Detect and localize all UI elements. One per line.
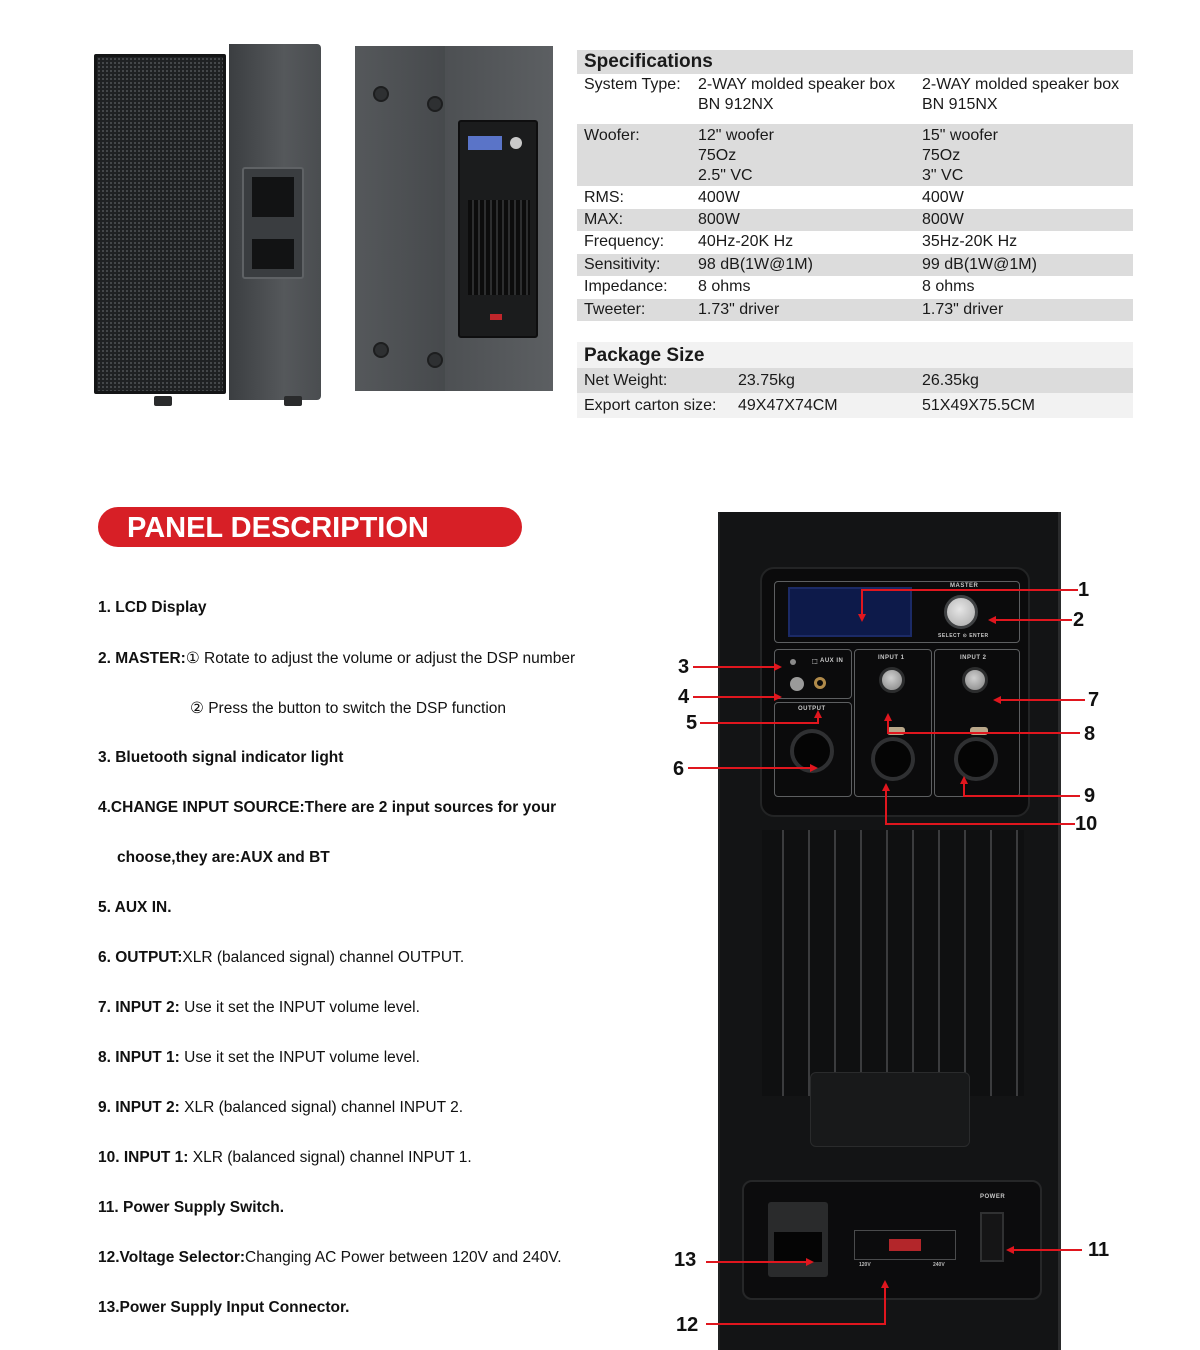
callout-7: 7	[1088, 689, 1100, 711]
specifications-heading: Specifications	[577, 50, 1133, 74]
callout-4: 4	[678, 686, 690, 708]
xlr-output-jack	[790, 729, 834, 773]
pkg-row-net-weight: Net Weight: 23.75kg 26.35kg	[577, 368, 1133, 393]
pkg-row-carton-size: Export carton size: 49X47X74CM 51X49X75.5CM	[577, 393, 1133, 418]
master-knob	[944, 595, 978, 629]
desc-item-2: 2. MASTER:① Rotate to adjust the volume or adjust the DSP number	[98, 650, 576, 667]
callout-13: 13	[674, 1249, 697, 1271]
desc-item-1: 1. LCD Display	[98, 599, 207, 616]
spec-row-woofer: Woofer: 12" woofer 75Oz 2.5" VC 15" woofer 75Oz 3" VC	[577, 124, 1133, 186]
desc-item-3: 3. Bluetooth signal indicator light	[98, 749, 344, 766]
spec-row-impedance: Impedance: 8 ohms 8 ohms	[584, 278, 975, 295]
callout-5: 5	[686, 712, 698, 734]
voltage-selector: 120V 240V	[854, 1230, 956, 1260]
lcd-display	[788, 587, 912, 637]
callout-3: 3	[678, 656, 690, 678]
speaker-front-photo	[94, 44, 324, 406]
callout-12: 12	[676, 1314, 699, 1336]
desc-item-4b: choose,they are:AUX and BT	[117, 849, 330, 866]
package-size-table	[577, 342, 1133, 418]
callout-6: 6	[673, 758, 685, 780]
desc-item-2b: ② Press the button to switch the DSP function	[190, 700, 507, 717]
desc-item-8: 8. INPUT 1: Use it set the INPUT volume level.	[98, 1049, 420, 1066]
input-source-button	[790, 677, 804, 691]
panel-description-banner: PANEL DESCRIPTION	[98, 507, 522, 547]
specifications-table	[577, 50, 1133, 321]
desc-item-4: 4.CHANGE INPUT SOURCE:There are 2 input sources for your	[98, 799, 557, 816]
aux-in-jack	[814, 677, 826, 689]
heatsink-fins	[762, 830, 1024, 1096]
speaker-grille	[94, 54, 226, 394]
callout-1: 1	[1078, 579, 1090, 601]
callout-2: 2	[1073, 609, 1085, 631]
desc-item-6: 6. OUTPUT:XLR (balanced signal) channel OUTPUT.	[98, 949, 465, 966]
rear-panel-image	[718, 512, 1061, 1350]
xlr-input1-jack	[871, 737, 915, 781]
spec-row-frequency: Frequency: 40Hz-20K Hz 35Hz-20K Hz	[584, 233, 1018, 250]
control-section: MASTER SELECT ⊙ ENTER ⬚ AUX IN OUTPUT INPUT 1 INPUT 2	[760, 567, 1030, 817]
input1-knob	[879, 667, 905, 693]
desc-item-13: 13.Power Supply Input Connector.	[98, 1299, 350, 1316]
desc-item-11: 11. Power Supply Switch.	[98, 1199, 285, 1216]
spec-row-sensitivity: Sensitivity: 98 dB(1W@1M) 99 dB(1W@1M)	[577, 254, 1133, 276]
callout-8: 8	[1084, 723, 1096, 745]
input2-knob	[962, 667, 988, 693]
desc-item-10: 10. INPUT 1: XLR (balanced signal) channel INPUT 1.	[98, 1149, 472, 1166]
power-section: 120V 240V POWER	[742, 1180, 1042, 1300]
bluetooth-led	[790, 659, 796, 665]
desc-item-7: 7. INPUT 2: Use it set the INPUT volume level.	[98, 999, 420, 1016]
bluetooth-icon: ⬚	[812, 659, 819, 665]
desc-item-5: 5. AUX IN.	[98, 899, 172, 916]
amp-module-thumbnail	[458, 120, 538, 338]
spec-row-tweeter: Tweeter: 1.73" driver 1.73" driver	[577, 299, 1133, 321]
package-size-heading: Package Size	[577, 342, 1133, 368]
carry-handle	[242, 167, 304, 279]
iec-power-connector	[768, 1202, 828, 1277]
xlr-input2-jack	[954, 737, 998, 781]
spec-row-system-type: System Type: 2-WAY molded speaker box 2-WAY molded speaker box BN 912NX BN 915NX	[584, 76, 1120, 113]
power-switch	[980, 1212, 1004, 1262]
callout-11: 11	[1088, 1239, 1110, 1261]
callout-10: 10	[1075, 813, 1098, 835]
spec-row-max: MAX: 800W 800W	[577, 209, 1133, 231]
desc-item-9: 9. INPUT 2: XLR (balanced signal) channel INPUT 2.	[98, 1099, 463, 1116]
spec-row-rms: RMS: 400W 400W	[584, 189, 964, 206]
callout-9: 9	[1084, 785, 1096, 807]
desc-item-12: 12.Voltage Selector:Changing AC Power between 120V and 240V.	[98, 1249, 562, 1266]
